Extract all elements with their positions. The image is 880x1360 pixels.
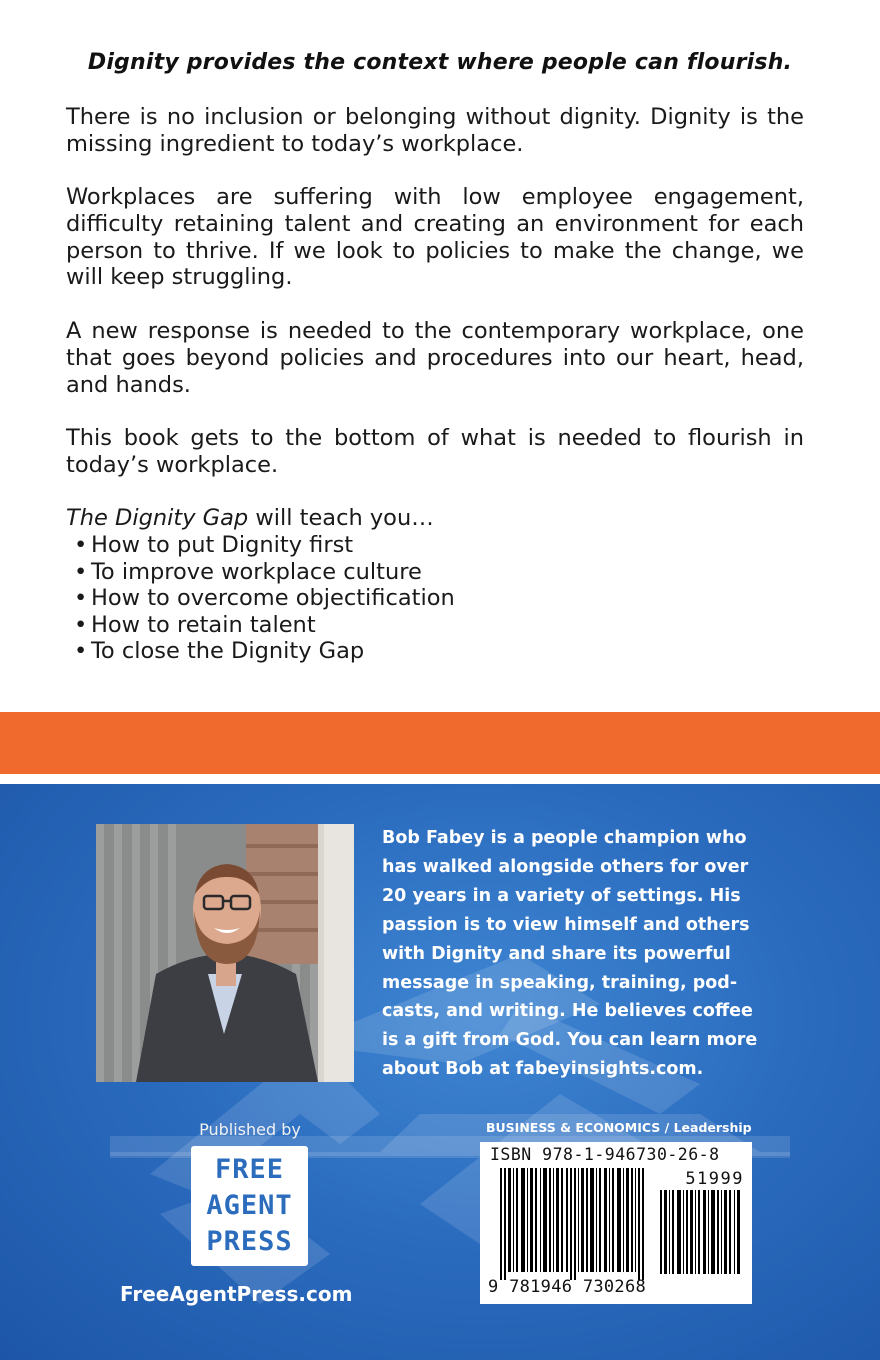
isbn-text: ISBN 978-1-946730-26-8 [490,1145,720,1164]
bullet-marker: • [74,558,88,585]
bullet-marker: • [74,638,88,665]
author-portrait-icon [96,824,354,1082]
paragraph-1: There is no inclusion or belonging without dignity. Dignity is the missing ingredient to today’s workplace. [66,104,804,157]
tagline: Dignity provides the context where people can flourish. [87,50,793,75]
barcode [480,1142,752,1304]
list-item [74,585,455,612]
publisher-website: FreeAgentPress.com [120,1282,353,1306]
author-bio: Bob Fabey is a people champion who has walked alongside others for over 20 years in a variety of settings. His passion is to view himself and others with Dignity and share its powerful message in speaking, training, pod-casts, and writing. He believes coffee is a gift from God. You can learn more about Bob at fabeyinsights.com. [382,828,758,1080]
ean-barcode-icon [500,1168,650,1280]
paragraph-3: A new response is needed to the contemporary workplace, one that goes beyond policies and procedures into our heart, head, and hands. [66,318,804,398]
orange-band [0,712,880,774]
bullet-text: To improve workplace culture [91,558,422,585]
bullet-text: How to retain talent [91,611,316,638]
book-title: The Dignity Gap [66,505,249,531]
author-panel [0,784,880,1360]
teach-intro-text: will teach you… [248,505,434,531]
list-item [74,638,455,665]
divider [0,774,880,784]
published-by-label: Published by [199,1120,301,1139]
author-photo [96,824,354,1082]
bullet-marker: • [74,532,88,558]
bullet-text: How to overcome objectification [91,585,455,612]
price-barcode-icon [660,1190,744,1274]
book-category: BUSINESS & ECONOMICS / Leadership [486,1120,752,1135]
logo-line-1: FREE [214,1154,285,1185]
price-code: 51999 [685,1169,744,1189]
list-item [74,612,455,639]
publisher-logo [191,1146,308,1266]
bullet-marker: • [74,585,88,612]
logo-line-2: AGENT [206,1190,293,1221]
teach-intro [66,505,434,532]
paragraph-4: This book gets to the bottom of what is needed to flourish in today’s workplace. [66,425,804,478]
ean-digits: 9 781946 730268 [488,1277,647,1297]
list-item [74,559,455,586]
bullet-text: To close the Dignity Gap [91,638,365,665]
bullet-text: How to put Dignity first [91,532,354,558]
logo-line-3: PRESS [206,1226,293,1257]
bullet-marker: • [74,611,88,638]
bullet-list [74,532,455,665]
paragraph-2: Workplaces are suffering with low employee engagement, difficulty retaining talent and creating an environment for each person to thrive. If we look to policies to make the change, we will keep struggling. [66,184,804,291]
list-item [74,532,455,559]
